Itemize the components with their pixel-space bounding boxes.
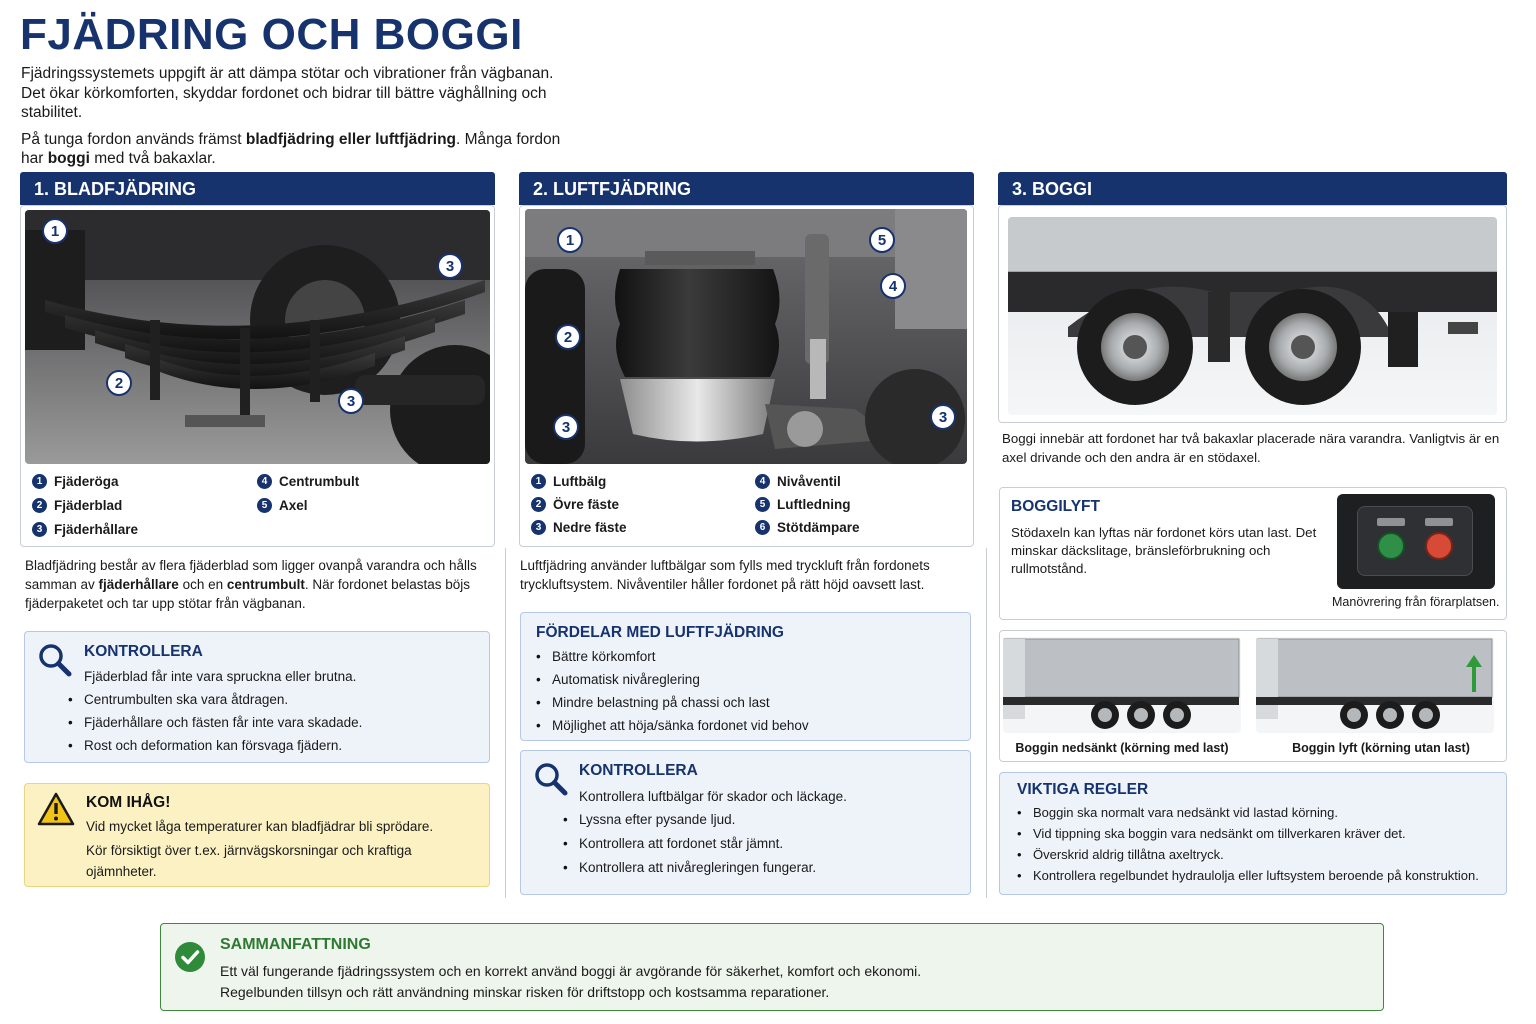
legend-item: 6 Stötdämpare: [755, 520, 860, 535]
advantages-title: FÖRDELAR MED LUFTFJÄDRING: [536, 624, 784, 641]
lift-up-button[interactable]: [1425, 532, 1453, 560]
leaf-check-title: KONTROLLERA: [84, 643, 203, 660]
leaf-legend: [32, 472, 482, 542]
boggi-raised-image: [1256, 637, 1494, 733]
check-item: Kontrollera luftbälgar för skador och läckage.: [579, 789, 847, 804]
callout-2-leaf: 2: [106, 370, 132, 396]
section-header-luftfjadring: 2. LUFTFJÄDRING: [519, 172, 974, 205]
air-check-title: KONTROLLERA: [579, 762, 698, 779]
rules-title: VIKTIGA REGLER: [1017, 781, 1149, 798]
legend-item: 5 Axel: [257, 498, 308, 513]
lift-title: BOGGILYFT: [1011, 498, 1100, 515]
advantage-item: • Automatisk nivåreglering: [536, 672, 956, 688]
callout-3a-leaf: 3: [437, 253, 463, 279]
luftfjadring-description: Luftfjädring använder luftbälgar som fylls med tryckluft från fordonets tryckluftsystem. Nivåventiler håller fordonet på rätt höjd oavsett last.: [520, 558, 930, 592]
legend-item: 4 Nivåventil: [755, 474, 841, 489]
summary-box: [160, 923, 1384, 1011]
axle-symbol-icon: [1425, 518, 1453, 526]
checkmark-icon: [174, 941, 206, 978]
summary-line-1: Ett väl fungerande fjädringssystem och en korrekt använd boggi är avgörande för säkerhet, komfort och ekonomi.: [220, 963, 922, 979]
remember-line-1: Vid mycket låga temperaturer kan bladfjädrar bli sprödare.: [86, 819, 434, 834]
intro-paragraph-2: På tunga fordon används främst bladfjädring eller luftfjädring. Många fordon har boggi med två bakaxlar.: [21, 130, 561, 167]
legend-item: 1 Luftbälg: [531, 474, 606, 489]
callout-1-air: 1: [557, 227, 583, 253]
page-title: FJÄDRING OCH BOGGI: [20, 10, 523, 59]
lift-control-panel: [1337, 494, 1495, 589]
tandem-axle-photo: [1008, 217, 1497, 415]
check-item: • Kontrollera att fordonet står jämnt.: [563, 836, 963, 852]
raised-caption: Boggin lyft (körning utan last): [1292, 741, 1470, 755]
lift-box: [999, 487, 1507, 620]
lift-text: Stödaxeln kan lyftas när fordonet körs utan last. Det minskar däckslitage, bränsleförbrukning och rullmotstånd.: [1011, 525, 1317, 576]
legend-item: 5 Luftledning: [755, 497, 850, 512]
leaf-check-box: [24, 631, 490, 763]
check-item: • Fjäderhållare och fästen får inte vara skadade.: [68, 715, 478, 731]
legend-item: 3 Fjäderhållare: [32, 522, 138, 537]
column-divider: [986, 548, 987, 898]
check-item: • Rost och deformation kan försvaga fjädern.: [68, 738, 478, 754]
check-item: Fjäderblad får inte vara spruckna eller brutna.: [84, 669, 357, 684]
legend-item: 1 Fjäderöga: [32, 474, 119, 489]
callout-3a-air: 3: [553, 414, 579, 440]
bladfjadring-description: Bladfjädring består av flera fjäderblad som ligger ovanpå varandra och hålls samman av fjäderhållare och en centrumbult. När fordonet belastas böjs fjäderpaketet och tar upp stötar från vägbanan.: [25, 558, 477, 611]
intro: [21, 64, 581, 176]
leaf-spring-photo: [25, 210, 490, 464]
remember-line-2: Kör försiktigt över t.ex. järnvägskorsningar och kraftiga ojämnheter.: [86, 843, 412, 879]
air-legend: [531, 472, 961, 542]
boggi-description: Boggi innebär att fordonet har två bakaxlar placerade nära varandra. Vanligtvis är en axel drivande och den andra är en stödaxel.: [1002, 431, 1500, 465]
check-item: • Kontrollera att nivåregleringen fungerar.: [563, 860, 963, 876]
intro-paragraph-1: Fjädringssystemets uppgift är att dämpa stötar och vibrationer från vägbanan. Det ökar körkomforten, skyddar fordonet och bidrar till bättre väghållning och stabilitet.: [21, 65, 554, 121]
lowered-caption: Boggin nedsänkt (körning med last): [1015, 741, 1229, 755]
advantages-box: [520, 612, 971, 741]
boggi-lowered-image: [1003, 637, 1241, 733]
remember-title: KOM IHÅG!: [86, 794, 171, 811]
warning-icon: [37, 792, 75, 831]
rule-item: • Överskrid aldrig tillåtna axeltryck.: [1017, 847, 1502, 863]
legend-item: 4 Centrumbult: [257, 474, 359, 489]
legend-item: 2 Övre fäste: [531, 497, 619, 512]
remember-box: [24, 783, 490, 887]
callout-1-leaf: 1: [42, 218, 68, 244]
rule-item: • Kontrollera regelbundet hydraulolja eller luftsystem beroende på konstruktion.: [1017, 868, 1502, 884]
summary-line-2: Regelbunden tillsyn och rätt användning minskar risken för driftstopp och kostsamma reparationer.: [220, 984, 830, 1000]
check-item: • Centrumbulten ska vara åtdragen.: [68, 692, 478, 708]
advantage-item: • Möjlighet att höja/sänka fordonet vid behov: [536, 718, 956, 734]
section-header-bladfjadring: 1. BLADFJÄDRING: [20, 172, 495, 205]
section-header-boggi: 3. BOGGI: [998, 172, 1507, 205]
callout-4-air: 4: [880, 273, 906, 299]
lift-down-button[interactable]: [1377, 532, 1405, 560]
summary-title: SAMMANFATTNING: [220, 936, 371, 953]
advantage-item: • Mindre belastning på chassi och last: [536, 695, 956, 711]
rules-box: [999, 772, 1507, 895]
axle-symbol-icon: [1377, 518, 1405, 526]
callout-3b-air: 3: [930, 404, 956, 430]
check-item: • Lyssna efter pysande ljud.: [563, 812, 963, 828]
air-check-box: [520, 750, 971, 895]
column-divider: [505, 548, 506, 898]
legend-item: 3 Nedre fäste: [531, 520, 627, 535]
callout-5-air: 5: [869, 227, 895, 253]
air-spring-photo: [525, 209, 967, 464]
legend-item: 2 Fjäderblad: [32, 498, 122, 513]
callout-2-air: 2: [555, 324, 581, 350]
rule-item: • Boggin ska normalt vara nedsänkt vid lastad körning.: [1017, 805, 1502, 821]
advantage-item: • Bättre körkomfort: [536, 649, 956, 665]
callout-3b-leaf: 3: [338, 388, 364, 414]
rule-item: • Vid tippning ska boggin vara nedsänkt om tillverkaren kräver det.: [1017, 826, 1502, 842]
lift-caption: Manövrering från förarplatsen.: [1332, 595, 1500, 609]
